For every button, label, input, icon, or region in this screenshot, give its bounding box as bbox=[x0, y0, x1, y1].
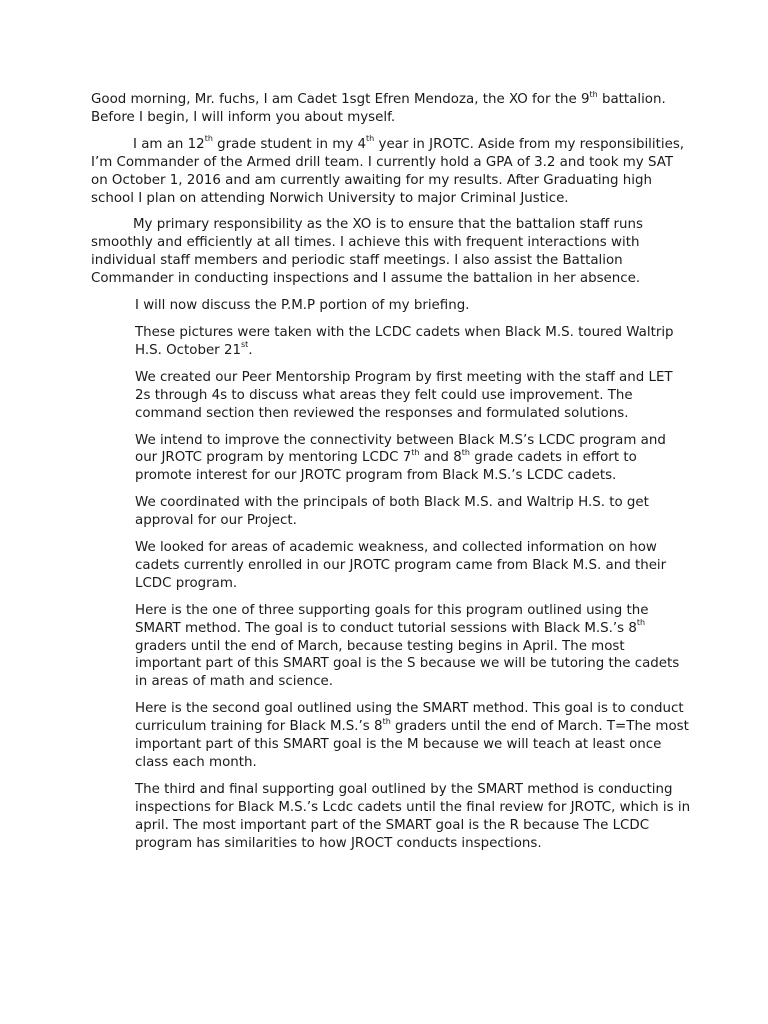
paragraph-text: graders until the end of March. T=The most important part of this SMART goal is the M because we will teach at least once class each month. bbox=[135, 719, 689, 770]
paragraph-text: graders until the end of March, because testing begins in April. The most important part of this SMART goal is the S because we will be tutoring the cadets in areas of math and science. bbox=[135, 638, 680, 690]
paragraph bbox=[91, 91, 691, 127]
document-body bbox=[91, 91, 691, 862]
paragraph-text: grade student in my 4 bbox=[212, 136, 367, 152]
paragraph bbox=[91, 539, 691, 593]
paragraph-text: battalion. Before I begin, I will inform you about myself. bbox=[91, 92, 666, 125]
paragraph-text: year in JROTC. Aside from my responsibilities, I’m Commander of the Armed drill team. I currently hold a GPA of 3.2 and took my SAT on October 1, 2016 and am currently awaiting for my results. After Graduating high school I plan on attending Norwich University to major Criminal Justice. bbox=[91, 136, 685, 206]
paragraph bbox=[91, 700, 691, 772]
superscript-text: th bbox=[589, 89, 598, 99]
paragraph bbox=[91, 781, 691, 853]
paragraph-text: Good morning, Mr. fuchs, I am Cadet 1sgt Efren Mendoza, the XO for the 9 bbox=[91, 92, 590, 107]
paragraph-text: We coordinated with the principals of both Black M.S. and Waltrip H.S. to get approval for our Project. bbox=[135, 495, 649, 529]
paragraph-text: These pictures were taken with the LCDC cadets when Black M.S. toured Waltrip H.S. October 21 bbox=[135, 324, 674, 358]
paragraph-text: We created our Peer Mentorship Program by first meeting with the staff and LET 2s through 4s to discuss what areas they felt could use improvement. The command section then reviewed the responses and formulated solutions. bbox=[135, 369, 673, 421]
superscript-text: th bbox=[204, 134, 213, 144]
paragraph bbox=[91, 324, 691, 360]
paragraph-text: and 8 bbox=[419, 450, 462, 466]
paragraph-text: grade cadets in effort to promote interest for our JROTC program from Black M.S.’s LCDC cadets. bbox=[135, 450, 637, 484]
paragraph bbox=[91, 297, 691, 315]
superscript-text: th bbox=[411, 447, 420, 457]
paragraph bbox=[91, 494, 691, 530]
superscript-text: th bbox=[366, 134, 375, 144]
paragraph bbox=[91, 216, 691, 288]
paragraph-text: I am an 12 bbox=[133, 136, 205, 152]
paragraph-text: Here is the second goal outlined using the SMART method. This goal is to conduct curriculum training for Black M.S.’s 8 bbox=[135, 701, 684, 735]
paragraph-text: I will now discuss the P.M.P portion of my briefing. bbox=[135, 298, 470, 314]
paragraph-text: We intend to improve the connectivity between Black M.S’s LCDC program and our JROTC program by mentoring LCDC 7 bbox=[135, 432, 666, 466]
paragraph-text: The third and final supporting goal outlined by the SMART method is conducting inspections for Black M.S.’s Lcdc cadets until the final review for JROTC, which is in april. The most important part of the SMART goal is the R because The LCDC program has similarities to how JROCT conducts inspections. bbox=[135, 781, 691, 851]
superscript-text: th bbox=[461, 447, 470, 457]
superscript-text: th bbox=[636, 618, 646, 628]
paragraph bbox=[91, 136, 691, 208]
paragraph-text: My primary responsibility as the XO is to ensure that the battalion staff runs smoothly and efficiently at all times. I achieve this with frequent interactions with individual staff members and periodic staff meetings. I also assist the Battalion Commander in conducting inspections and I assume the battalion in her absence. bbox=[91, 217, 643, 287]
paragraph bbox=[91, 369, 691, 423]
paragraph bbox=[91, 432, 691, 486]
superscript-text: th bbox=[382, 716, 391, 726]
paragraph bbox=[91, 602, 691, 692]
paragraph-text: . bbox=[248, 342, 253, 358]
paragraph-text: We looked for areas of academic weakness, and collected information on how cadets currently enrolled in our JROTC program came from Black M.S. and their LCDC program. bbox=[135, 540, 667, 591]
paragraph-text: Here is the one of three supporting goals for this program outlined using the SMART method. The goal is to conduct tutorial sessions with Black M.S.’s 8 bbox=[135, 602, 649, 636]
superscript-text: st bbox=[241, 340, 249, 350]
